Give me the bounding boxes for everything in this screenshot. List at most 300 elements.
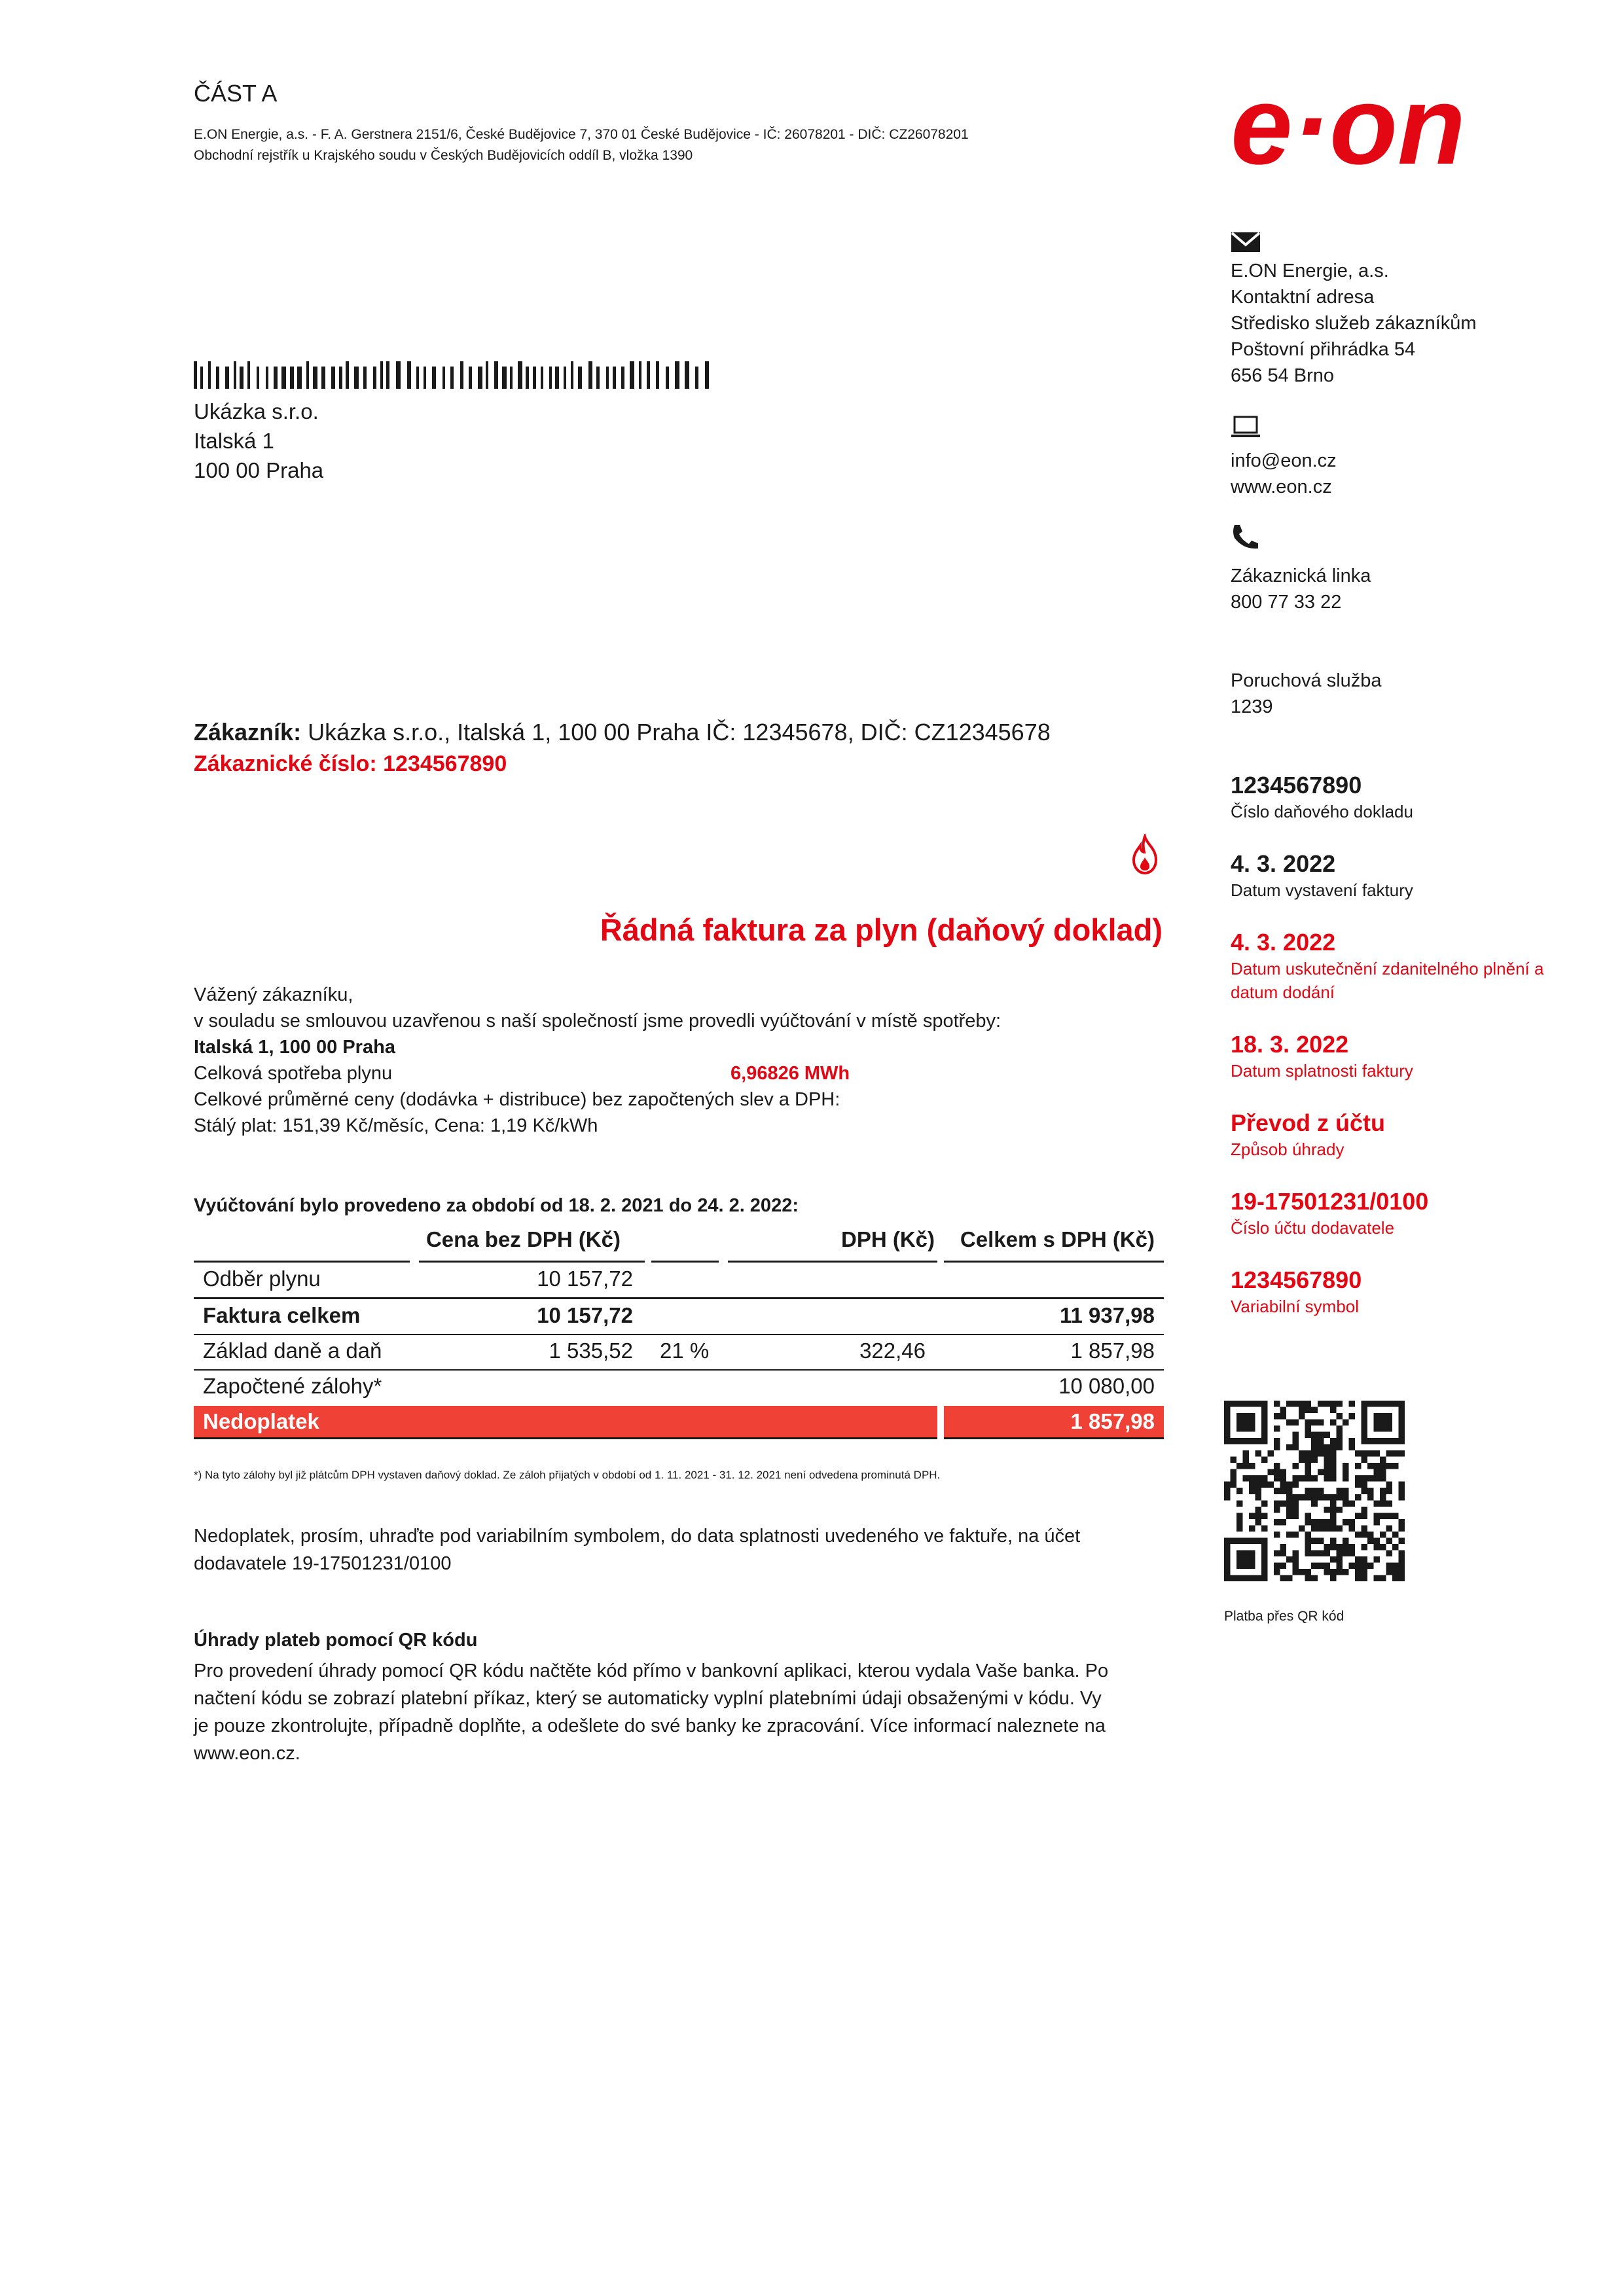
qr-module xyxy=(1274,1475,1280,1482)
recipient-street: Italská 1 xyxy=(194,429,274,453)
fault-label: Poruchová služba xyxy=(1231,670,1382,691)
doc-info-item xyxy=(1231,771,1597,823)
barcode-bar xyxy=(647,361,650,389)
barcode-bar xyxy=(234,361,236,389)
doc-info-item xyxy=(1231,1187,1597,1240)
barcode-bar xyxy=(596,367,600,389)
barcode-bar xyxy=(494,361,498,389)
qr-module xyxy=(1324,1562,1330,1569)
payment-note-line: dodavatele 19-17501231/0100 xyxy=(194,1553,452,1574)
row-price: 10 157,72 xyxy=(537,1266,633,1291)
doc-info-item xyxy=(1231,928,1571,1004)
barcode-bar xyxy=(313,367,317,389)
hotline-label: Zákaznická linka xyxy=(1231,565,1371,586)
qr-module xyxy=(1293,1438,1299,1444)
qr-module xyxy=(1330,1500,1337,1507)
qr-module xyxy=(1367,1488,1374,1494)
qr-module xyxy=(1373,1544,1380,1551)
qr-module xyxy=(1274,1401,1280,1407)
barcode-bar xyxy=(460,361,463,389)
barcode-bar xyxy=(442,367,445,389)
qr-module xyxy=(1286,1575,1293,1581)
qr-module xyxy=(1324,1401,1330,1407)
qr-module xyxy=(1280,1482,1287,1488)
barcode-bar xyxy=(297,367,302,389)
qr-module xyxy=(1330,1544,1337,1551)
barcode-bar xyxy=(266,367,268,389)
qr-module xyxy=(1305,1575,1312,1581)
qr-module xyxy=(1361,1475,1367,1482)
qr-module xyxy=(1255,1450,1262,1457)
qr-caption: Platba přes QR kód xyxy=(1224,1609,1344,1624)
qr-module xyxy=(1398,1550,1405,1556)
row-total: 1 857,98 xyxy=(1070,1338,1155,1363)
doc-info-item xyxy=(1231,1030,1597,1083)
qr-module xyxy=(1348,1438,1355,1444)
barcode-bar xyxy=(290,367,294,389)
taxable-date: 4. 3. 2022 xyxy=(1231,929,1336,956)
qr-module xyxy=(1293,1482,1299,1488)
laptop-icon xyxy=(1231,415,1261,441)
issue-date-label: Datum vystavení faktury xyxy=(1231,880,1413,900)
consumption-row xyxy=(194,1060,1163,1086)
consumption-place: Italská 1, 100 00 Praha xyxy=(194,1037,395,1058)
qr-module xyxy=(1293,1507,1299,1513)
qr-module xyxy=(1224,1494,1231,1501)
eon-logo xyxy=(1224,72,1551,183)
barcode-bar xyxy=(257,367,259,389)
row-label: Základ daně a daň xyxy=(203,1338,382,1363)
qr-module xyxy=(1286,1401,1293,1407)
qr-module xyxy=(1348,1519,1355,1526)
qr-module xyxy=(1305,1469,1312,1476)
qr-module xyxy=(1361,1513,1367,1519)
qr-module xyxy=(1373,1469,1380,1476)
barcode-bar xyxy=(194,361,197,389)
qr-module xyxy=(1311,1494,1318,1501)
qr-module xyxy=(1398,1562,1405,1569)
qr-module xyxy=(1392,1562,1399,1569)
qr-module xyxy=(1280,1550,1287,1556)
qr-module xyxy=(1330,1401,1337,1407)
barcode-bar xyxy=(502,367,507,389)
qr-module xyxy=(1299,1450,1305,1457)
qr-module xyxy=(1324,1569,1330,1575)
qr-module xyxy=(1311,1450,1318,1457)
barcode-bar xyxy=(396,361,401,389)
qr-module xyxy=(1373,1450,1380,1457)
due-date-label: Datum splatnosti faktury xyxy=(1231,1061,1413,1081)
contact-address xyxy=(1231,258,1597,389)
qr-module xyxy=(1324,1494,1330,1501)
qr-module xyxy=(1318,1401,1324,1407)
row-price: 10 157,72 xyxy=(537,1303,633,1327)
qr-module xyxy=(1231,1482,1237,1488)
qr-module xyxy=(1343,1469,1349,1476)
qr-line: je pouze zkontrolujte, případně doplňte, a odešlete do své banky ke zpracování. Více informací naleznete na xyxy=(194,1715,1106,1736)
qr-module xyxy=(1343,1494,1349,1501)
barcode-bar xyxy=(486,361,488,389)
qr-module xyxy=(1373,1463,1380,1469)
qr-module xyxy=(1318,1537,1324,1544)
qr-module xyxy=(1274,1413,1280,1420)
qr-module xyxy=(1324,1544,1330,1551)
header-rule xyxy=(194,1261,410,1263)
balance-due-label: Nedoplatek xyxy=(194,1406,937,1437)
qr-module xyxy=(1268,1450,1274,1457)
row-total: 10 080,00 xyxy=(1058,1374,1155,1398)
header-price: Cena bez DPH (Kč) xyxy=(425,1227,621,1251)
qr-module xyxy=(1299,1413,1305,1420)
qr-module xyxy=(1261,1475,1268,1482)
qr-module xyxy=(1324,1507,1330,1513)
prices-line: Celkové průměrné ceny (dodávka + distribuce) bez započtených slev a DPH: xyxy=(194,1089,840,1110)
qr-module xyxy=(1343,1488,1349,1494)
recipient-city: 100 00 Praha xyxy=(194,458,324,482)
qr-module xyxy=(1380,1463,1386,1469)
barcode-bar xyxy=(588,361,592,389)
qr-module xyxy=(1361,1525,1367,1532)
qr-module xyxy=(1343,1537,1349,1544)
qr-module xyxy=(1386,1569,1392,1575)
qr-module xyxy=(1324,1463,1330,1469)
qr-module xyxy=(1355,1513,1362,1519)
barcode-bar xyxy=(386,361,389,389)
billing-period: Vyúčtování bylo provedeno za období od 18. 2. 2021 do 24. 2. 2022: xyxy=(194,1195,799,1216)
qr-module xyxy=(1299,1475,1305,1482)
qr-module xyxy=(1249,1488,1255,1494)
qr-module xyxy=(1274,1426,1280,1432)
qr-heading: Úhrady plateb pomocí QR kódu xyxy=(194,1630,478,1651)
qr-module xyxy=(1318,1494,1324,1501)
qr-module xyxy=(1311,1575,1318,1581)
qr-module xyxy=(1268,1482,1274,1488)
qr-module xyxy=(1236,1488,1243,1494)
qr-module xyxy=(1330,1407,1337,1414)
row-label: Započtené zálohy* xyxy=(203,1374,382,1398)
qr-module xyxy=(1330,1513,1337,1519)
qr-module xyxy=(1398,1488,1405,1494)
qr-module xyxy=(1293,1432,1299,1439)
variable-symbol-label: Variabilní symbol xyxy=(1231,1297,1360,1316)
qr-module xyxy=(1373,1500,1380,1507)
qr-module xyxy=(1355,1569,1362,1575)
qr-line: Pro provedení úhrady pomocí QR kódu načtěte kód přímo v bankovní aplikaci, kterou vydala Vaše banka. Po xyxy=(194,1660,1109,1681)
qr-module xyxy=(1274,1469,1280,1476)
qr-module xyxy=(1261,1513,1268,1519)
qr-module xyxy=(1348,1550,1355,1556)
qr-module xyxy=(1224,1488,1231,1494)
qr-module xyxy=(1355,1575,1362,1581)
qr-module xyxy=(1243,1463,1250,1469)
qr-module xyxy=(1386,1562,1392,1569)
qr-module xyxy=(1367,1537,1374,1544)
qr-module xyxy=(1255,1507,1262,1513)
barcode-bar xyxy=(407,361,411,389)
hotline-block xyxy=(1231,563,1597,615)
qr-module xyxy=(1249,1513,1255,1519)
qr-module xyxy=(1293,1532,1299,1538)
qr-module xyxy=(1255,1519,1262,1526)
qr-module xyxy=(1255,1482,1262,1488)
hotline-number[interactable]: 800 77 33 22 xyxy=(1231,592,1342,613)
qr-module xyxy=(1305,1432,1312,1439)
qr-module xyxy=(1386,1488,1392,1494)
qr-module xyxy=(1386,1450,1392,1457)
qr-module xyxy=(1293,1550,1299,1556)
qr-module xyxy=(1380,1513,1386,1519)
qr-module xyxy=(1318,1488,1324,1494)
qr-module xyxy=(1398,1575,1405,1581)
qr-module xyxy=(1249,1463,1255,1469)
qr-module xyxy=(1274,1438,1280,1444)
company-info xyxy=(194,124,1110,166)
email-link[interactable]: info@eon.cz xyxy=(1231,450,1337,471)
qr-module xyxy=(1286,1482,1293,1488)
qr-module xyxy=(1348,1544,1355,1551)
barcode-bar xyxy=(274,367,278,389)
qr-module xyxy=(1274,1444,1280,1451)
qr-module xyxy=(1305,1488,1312,1494)
qr-module xyxy=(1318,1438,1324,1444)
qr-module xyxy=(1311,1500,1318,1507)
qr-module xyxy=(1311,1420,1318,1426)
qr-module xyxy=(1380,1494,1386,1501)
barcode-bar xyxy=(225,367,229,389)
qr-module xyxy=(1299,1494,1305,1501)
barcode-bar xyxy=(606,367,609,389)
barcode-bar xyxy=(469,367,472,389)
qr-module xyxy=(1343,1463,1349,1469)
qr-module xyxy=(1380,1457,1386,1463)
qr-module xyxy=(1324,1432,1330,1439)
qr-module xyxy=(1305,1537,1312,1544)
qr-module xyxy=(1311,1519,1318,1526)
qr-module xyxy=(1318,1450,1324,1457)
qr-module xyxy=(1348,1562,1355,1569)
qr-module xyxy=(1293,1500,1299,1507)
qr-module xyxy=(1336,1444,1343,1451)
barcode-bar xyxy=(541,367,543,389)
qr-module xyxy=(1293,1569,1299,1575)
qr-module xyxy=(1293,1444,1299,1451)
qr-module xyxy=(1318,1519,1324,1526)
qr-module xyxy=(1243,1457,1250,1463)
doc-info-item xyxy=(1231,1266,1597,1318)
qr-module xyxy=(1236,1463,1243,1469)
barcode-bar xyxy=(321,367,325,389)
prices-detail: Stálý plat: 151,39 Kč/měsíc, Cena: 1,19 Kč/kWh xyxy=(194,1115,598,1136)
qr-module xyxy=(1324,1519,1330,1526)
barcode-bar xyxy=(571,361,573,389)
qr-module xyxy=(1343,1569,1349,1575)
qr-module xyxy=(1386,1463,1392,1469)
customer-details: Ukázka s.r.o., Italská 1, 100 00 Praha IČ: 12345678, DIČ: CZ12345678 xyxy=(308,719,1051,745)
web-link[interactable]: www.eon.cz xyxy=(1231,476,1332,497)
qr-module xyxy=(1318,1525,1324,1532)
qr-module xyxy=(1305,1513,1312,1519)
contact-address-line: E.ON Energie, a.s. xyxy=(1231,260,1389,281)
qr-module xyxy=(1380,1500,1386,1507)
footnote: *) Na tyto zálohy byl již plátcům DPH vystaven daňový doklad. Ze záloh přijatých v období od 1. 11. 2021 - 31. 12. 2021 není odvedena prominutá DPH. xyxy=(194,1469,941,1481)
barcode-bar xyxy=(675,361,679,389)
barcode-bar xyxy=(373,367,376,389)
qr-module xyxy=(1398,1537,1405,1544)
qr-module xyxy=(1373,1537,1380,1544)
qr-module xyxy=(1286,1513,1293,1519)
header-rule xyxy=(651,1261,719,1263)
qr-module xyxy=(1249,1475,1255,1482)
qr-module xyxy=(1336,1438,1343,1444)
qr-module xyxy=(1324,1450,1330,1457)
row-label: Faktura celkem xyxy=(203,1303,361,1327)
qr-module xyxy=(1274,1500,1280,1507)
qr-module xyxy=(1286,1556,1293,1563)
qr-module xyxy=(1261,1457,1268,1463)
document-title: Řádná faktura za plyn (daňový doklad) xyxy=(600,912,1163,947)
barcode-bar xyxy=(639,361,641,389)
fault-service-block xyxy=(1231,668,1597,720)
qr-module xyxy=(1343,1420,1349,1426)
envelope-icon xyxy=(1231,229,1261,255)
customer-line xyxy=(194,719,1051,746)
balance-due-total: 1 857,98 xyxy=(944,1406,1164,1437)
fault-number[interactable]: 1239 xyxy=(1231,696,1273,717)
qr-module xyxy=(1330,1494,1337,1501)
barcode-bar xyxy=(518,361,522,389)
qr-module xyxy=(1280,1488,1287,1494)
qr-module xyxy=(1311,1438,1318,1444)
qr-module xyxy=(1274,1569,1280,1575)
qr-module xyxy=(1236,1519,1243,1526)
qr-module xyxy=(1330,1507,1337,1513)
qr-module xyxy=(1293,1562,1299,1569)
qr-module xyxy=(1373,1575,1380,1581)
qr-module xyxy=(1330,1537,1337,1544)
qr-module xyxy=(1380,1575,1386,1581)
qr-module xyxy=(1293,1401,1299,1407)
qr-module xyxy=(1343,1544,1349,1551)
qr-module xyxy=(1305,1569,1312,1575)
row-rule xyxy=(944,1437,1164,1439)
qr-module xyxy=(1261,1525,1268,1532)
row-label: Odběr plynu xyxy=(203,1266,321,1291)
issue-date: 4. 3. 2022 xyxy=(1231,850,1336,877)
barcode-bar xyxy=(432,367,436,389)
header-total: Celkem s DPH (Kč) xyxy=(960,1227,1155,1251)
qr-module xyxy=(1355,1475,1362,1482)
customer-number: Zákaznické číslo: 1234567890 xyxy=(194,751,507,776)
qr-module xyxy=(1392,1532,1399,1538)
barcode-bar xyxy=(354,367,359,389)
barcode-bar xyxy=(666,367,669,389)
barcode-bar xyxy=(533,367,536,389)
qr-module xyxy=(1361,1569,1367,1575)
company-register-line: Obchodní rejstřík u Krajského soudu v Českých Budějovicích oddíl B, vložka 1390 xyxy=(194,148,693,163)
barcode-bar xyxy=(339,367,342,389)
contact-address-line: Středisko služeb zákazníkům xyxy=(1231,313,1477,334)
barcode-bar xyxy=(555,367,559,389)
qr-module xyxy=(1286,1420,1293,1426)
qr-module xyxy=(1392,1513,1399,1519)
qr-module xyxy=(1311,1525,1318,1532)
barcode-bar xyxy=(510,367,513,389)
qr-module xyxy=(1311,1562,1318,1569)
barcode-bar xyxy=(331,367,335,389)
qr-module xyxy=(1361,1507,1367,1513)
qr-module xyxy=(1330,1420,1337,1426)
qr-module xyxy=(1249,1482,1255,1488)
qr-module xyxy=(1330,1575,1337,1581)
qr-module xyxy=(1330,1469,1337,1476)
qr-module xyxy=(1305,1450,1312,1457)
qr-module xyxy=(1280,1407,1287,1414)
qr-module xyxy=(1299,1525,1305,1532)
row-rule xyxy=(194,1437,937,1439)
postal-barcode xyxy=(194,361,717,389)
header-vat: DPH (Kč) xyxy=(840,1227,935,1251)
qr-module xyxy=(1367,1562,1374,1569)
letter-intro: v souladu se smlouvou uzavřenou s naší společností jsme provedli vyúčtování v místě spotřeby: xyxy=(194,1011,1001,1031)
qr-module xyxy=(1286,1488,1293,1494)
qr-module xyxy=(1305,1494,1312,1501)
qr-module xyxy=(1236,1513,1243,1519)
qr-module xyxy=(1330,1556,1337,1563)
qr-module xyxy=(1286,1444,1293,1451)
qr-module xyxy=(1355,1450,1362,1457)
qr-module xyxy=(1305,1475,1312,1482)
qr-module xyxy=(1305,1426,1312,1432)
qr-module xyxy=(1361,1544,1367,1551)
qr-module xyxy=(1355,1532,1362,1538)
qr-module xyxy=(1311,1444,1318,1451)
qr-module xyxy=(1274,1550,1280,1556)
barcode-bar xyxy=(630,361,634,389)
qr-module xyxy=(1231,1475,1237,1482)
qr-module xyxy=(1330,1463,1337,1469)
qr-module xyxy=(1355,1494,1362,1501)
qr-module xyxy=(1330,1438,1337,1444)
qr-module xyxy=(1311,1475,1318,1482)
qr-module xyxy=(1343,1550,1349,1556)
qr-module xyxy=(1268,1469,1274,1476)
qr-module xyxy=(1355,1556,1362,1563)
qr-module xyxy=(1311,1550,1318,1556)
qr-module xyxy=(1373,1519,1380,1526)
qr-module xyxy=(1367,1475,1374,1482)
qr-module xyxy=(1386,1513,1392,1519)
qr-module xyxy=(1330,1525,1337,1532)
qr-module xyxy=(1348,1444,1355,1451)
qr-module xyxy=(1231,1469,1237,1476)
barcode-bar xyxy=(578,367,582,389)
qr-module xyxy=(1367,1494,1374,1501)
contact-address-line: 656 54 Brno xyxy=(1231,365,1335,386)
qr-module xyxy=(1299,1401,1305,1407)
barcode-bar xyxy=(281,367,286,389)
header-rule xyxy=(728,1261,937,1263)
qr-module xyxy=(1236,1525,1243,1532)
qr-module xyxy=(1318,1562,1324,1569)
qr-module xyxy=(1305,1457,1312,1463)
qr-module xyxy=(1243,1450,1250,1457)
qr-module xyxy=(1324,1444,1330,1451)
qr-module xyxy=(1386,1550,1392,1556)
logo-text: e·on xyxy=(1231,72,1466,183)
header-rule xyxy=(944,1261,1164,1263)
qr-module xyxy=(1274,1532,1280,1538)
qr-module xyxy=(1274,1562,1280,1569)
